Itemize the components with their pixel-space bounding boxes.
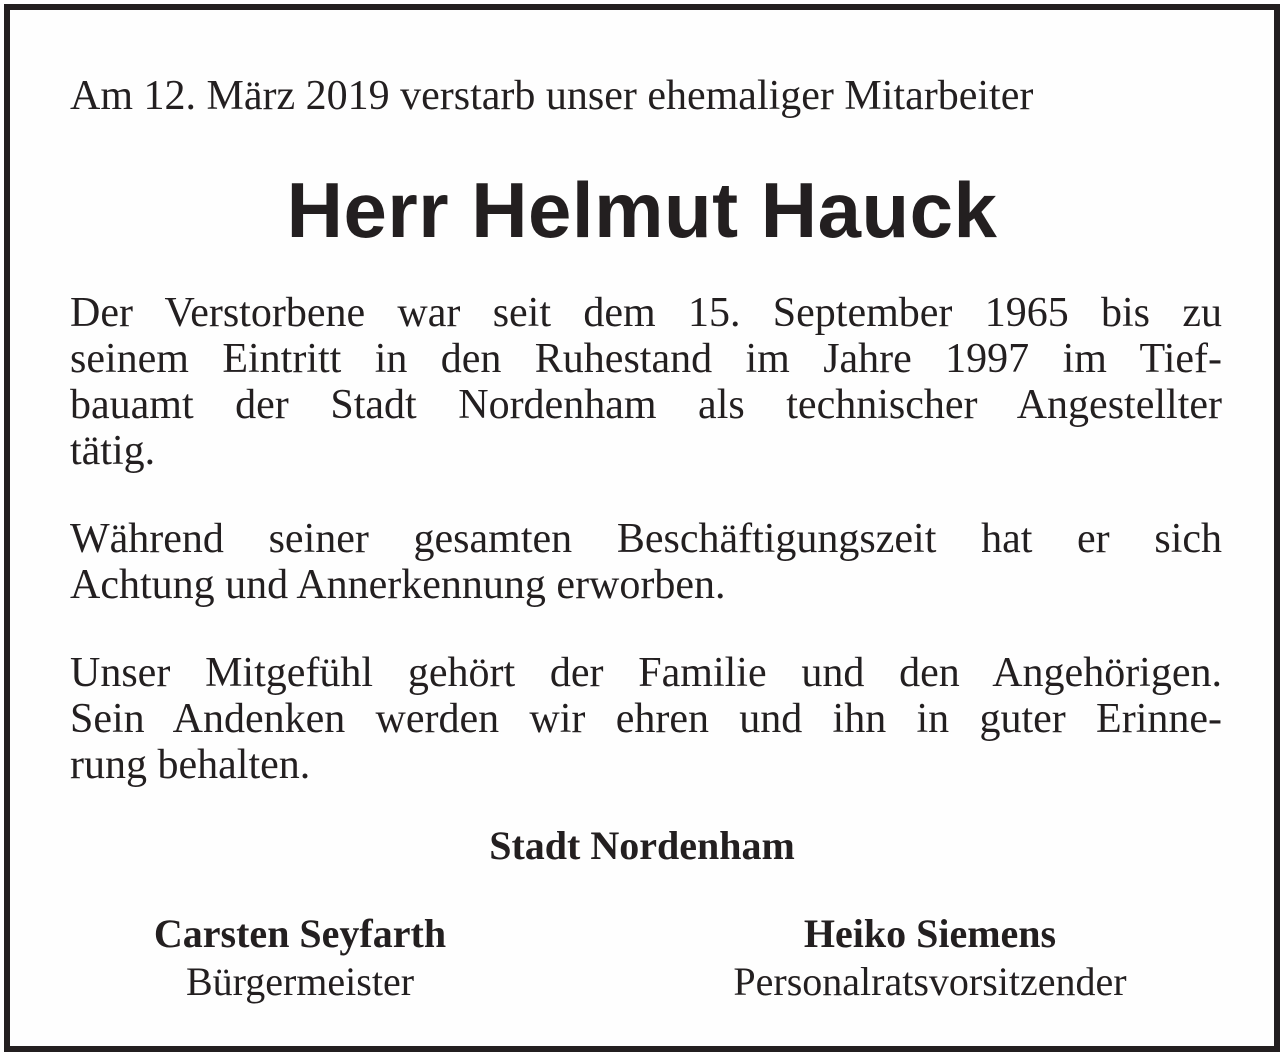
paragraph-condolence <box>70 650 1222 788</box>
paragraph-career <box>70 290 1222 474</box>
paragraph-line: tätig. <box>70 428 156 474</box>
signatory-role: Personalratsvorsitzender <box>733 959 1127 1004</box>
signatory-name: Carsten Seyfarth <box>153 911 447 956</box>
deceased-name: Herr Helmut Hauck <box>286 166 998 254</box>
obituary-notice <box>4 4 1280 1052</box>
intro-line: Am 12. März 2019 verstarb unser ehemaliger Mitarbeiter <box>70 73 1034 119</box>
paragraph-line: Der Verstorbene war seit dem 15. September 1965 bis zu <box>70 290 1222 336</box>
paragraph-respect <box>70 516 1222 608</box>
organization-name: Stadt Nordenham <box>489 823 795 868</box>
signatory-name: Heiko Siemens <box>803 911 1057 956</box>
paragraph-line: seinem Eintritt in den Ruhestand im Jahre 1997 im Tief- <box>70 336 1222 382</box>
paragraph-line: Achtung und Annerkennung erworben. <box>70 562 726 608</box>
paragraph-line: Unser Mitgefühl gehört der Familie und den Angehörigen. <box>70 650 1222 696</box>
signatory-role: Bürgermeister <box>185 959 415 1004</box>
paragraph-line: bauamt der Stadt Nordenham als technischer Angestellter <box>70 382 1222 428</box>
signatory-mayor <box>90 910 510 1006</box>
paragraph-line: rung behalten. <box>70 742 311 788</box>
paragraph-line: Sein Andenken werden wir ehren und ihn in guter Erinne- <box>70 696 1222 742</box>
signatory-staff-council <box>650 910 1210 1006</box>
paragraph-line: Während seiner gesamten Beschäftigungszeit hat er sich <box>70 516 1222 562</box>
